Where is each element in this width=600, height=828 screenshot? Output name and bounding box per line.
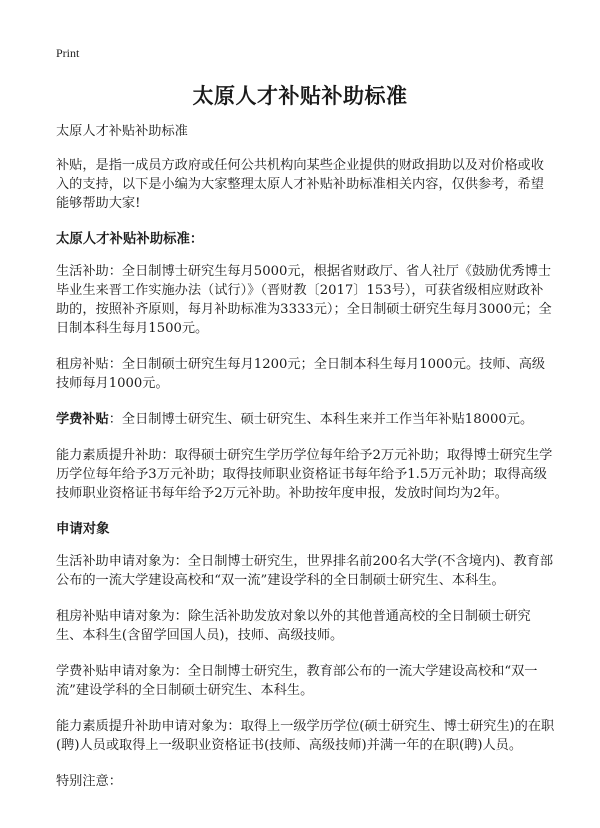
article-body [56, 122, 556, 808]
tuition-subsidy-label: 学费补贴 [56, 412, 109, 427]
living-subsidy-paragraph: 生活补助：全日制博士研究生每月5000元，根据省财政厅、省人社厅《鼓励优秀博士毕业生来晋工作实施办法（试行）》（晋财教〔2017〕153号），可获省级相应财政补助的，按照补齐原则，每月补助标准为3333元）；全日制硕士研究生每月3000元；全日制本科生每月1500元。 [56, 264, 552, 336]
page-title: 太原人才补贴补助标准 [192, 83, 408, 108]
special-note-paragraph: 特别注意： [56, 774, 122, 789]
tuition-subsidy-text: ：全日制博士研究生、硕士研究生、本科生来并工作当年补贴18000元。 [108, 412, 534, 427]
article-subtitle: 太原人才补贴补助标准 [56, 124, 188, 139]
intro-paragraph: 补贴，是指一成员方政府或任何公共机构向某些企业提供的财政捐助以及对价格或收入的支持，以下是小编为大家整理太原人才补贴补助标准相关内容，仅供参考，希望能够帮助大家! [56, 158, 544, 211]
rent-target-paragraph: 租房补贴申请对象为：除生活补助发放对象以外的其他普通高校的全日制硕士研究生、本科生(含留学回国人员)，技师、高级技师。 [56, 609, 531, 643]
ability-target-paragraph: 能力素质提升补助申请对象为：取得上一级学历学位(硕士研究生、博士研究生)的在职(聘)人员或取得上一级职业资格证书(技师、高级技师)并满一年的在职(聘)人员。 [56, 719, 555, 753]
tuition-target-paragraph: 学费补贴申请对象为：全日制博士研究生，教育部公布的一流大学建设高校和“双一流”建设学科的全日制硕士研究生、本科生。 [56, 664, 538, 698]
section-heading-standards: 太原人才补贴补助标准： [56, 231, 204, 247]
print-link[interactable]: Print [56, 46, 80, 60]
living-target-paragraph: 生活补助申请对象为：全日制博士研究生，世界排名前200名大学(不含境内)、教育部公布的一流大学建设高校和“双一流”建设学科的全日制硕士研究生、本科生。 [56, 554, 554, 588]
rent-subsidy-paragraph: 租房补贴：全日制硕士研究生每月1200元；全日制本科生每月1000元。技师、高级技师每月1000元。 [56, 357, 546, 391]
ability-subsidy-paragraph: 能力素质提升补助：取得硕士研究生学历学位每年给予2万元补助；取得博士研究生学历学位每年给予3万元补助；取得技师职业资格证书每年给予1.5万元补助；取得高级技师职业资格证书每年给予2万元补助。补助按年度申报，发放时间均为2年。 [56, 448, 553, 501]
section-heading-applicants: 申请对象 [56, 521, 110, 537]
tuition-subsidy-paragraph [56, 410, 556, 429]
